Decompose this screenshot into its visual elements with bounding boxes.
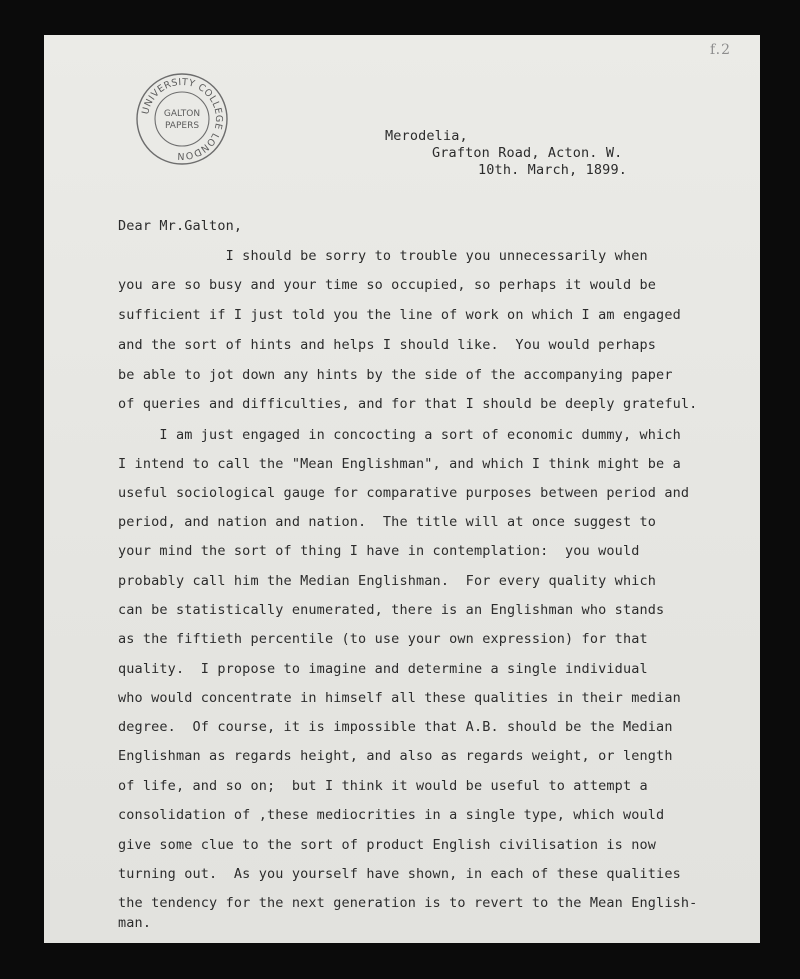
stamp-center-line2: PAPERS [164, 121, 200, 131]
body-line: can be statistically enumerated, there is an Englishman who stands [118, 602, 665, 618]
body-line: probably call him the Median Englishman. For every quality which [118, 573, 657, 589]
body-line: you are so busy and your time so occupied, so perhaps it would be [118, 277, 657, 293]
body-line: man. [118, 915, 152, 931]
salutation: Dear Mr.Galton, [118, 218, 243, 234]
stamp-center-line1: GALTON [163, 109, 201, 119]
body-line: be able to jot down any hints by the side of the accompanying paper [118, 367, 673, 383]
body-line: the tendency for the next generation is to revert to the Mean English- [118, 895, 698, 911]
body-line: turning out. As you yourself have shown, in each of these qualities [118, 866, 681, 882]
body-line: consolidation of ,these mediocrities in a single type, which would [118, 807, 665, 823]
body-line: give some clue to the sort of product English civilisation is now [118, 837, 657, 853]
body-line: degree. Of course, it is impossible that A.B. should be the Median [118, 719, 673, 735]
body-line: your mind the sort of thing I have in contemplation: you would [118, 543, 640, 559]
body-line: of life, and so on; but I think it would be useful to attempt a [118, 778, 648, 794]
body-line: Englishman as regards height, and also as regards weight, or length [118, 748, 673, 764]
letter-date: 10th. March, 1899. [478, 162, 627, 178]
folio-number: f.2 [710, 42, 732, 58]
body-line: as the fiftieth percentile (to use your own expression) for that [118, 631, 648, 647]
body-line: I should be sorry to trouble you unnecessarily when [118, 248, 648, 264]
body-line: useful sociological gauge for comparative purposes between period and [118, 485, 690, 501]
body-line: I am just engaged in concocting a sort of economic dummy, which [118, 427, 681, 443]
body-line: I intend to call the "Mean Englishman", and which I think might be a [118, 456, 681, 472]
body-line: quality. I propose to imagine and determine a single individual [118, 661, 648, 677]
galton-papers-stamp [135, 72, 229, 166]
body-line: and the sort of hints and helps I should like. You would perhaps [118, 337, 657, 353]
stamp-ring-text: UNIVERSITY COLLEGE LONDON [140, 76, 225, 162]
body-line: who would concentrate in himself all these qualities in their median [118, 690, 681, 706]
body-line: period, and nation and nation. The title will at once suggest to [118, 514, 657, 530]
body-line: sufficient if I just told you the line of work on which I am engaged [118, 307, 681, 323]
address-line1: Merodelia, [385, 128, 468, 144]
body-line: of queries and difficulties, and for that I should be deeply grateful. [118, 396, 698, 412]
address-line2: Grafton Road, Acton. W. [432, 145, 623, 161]
